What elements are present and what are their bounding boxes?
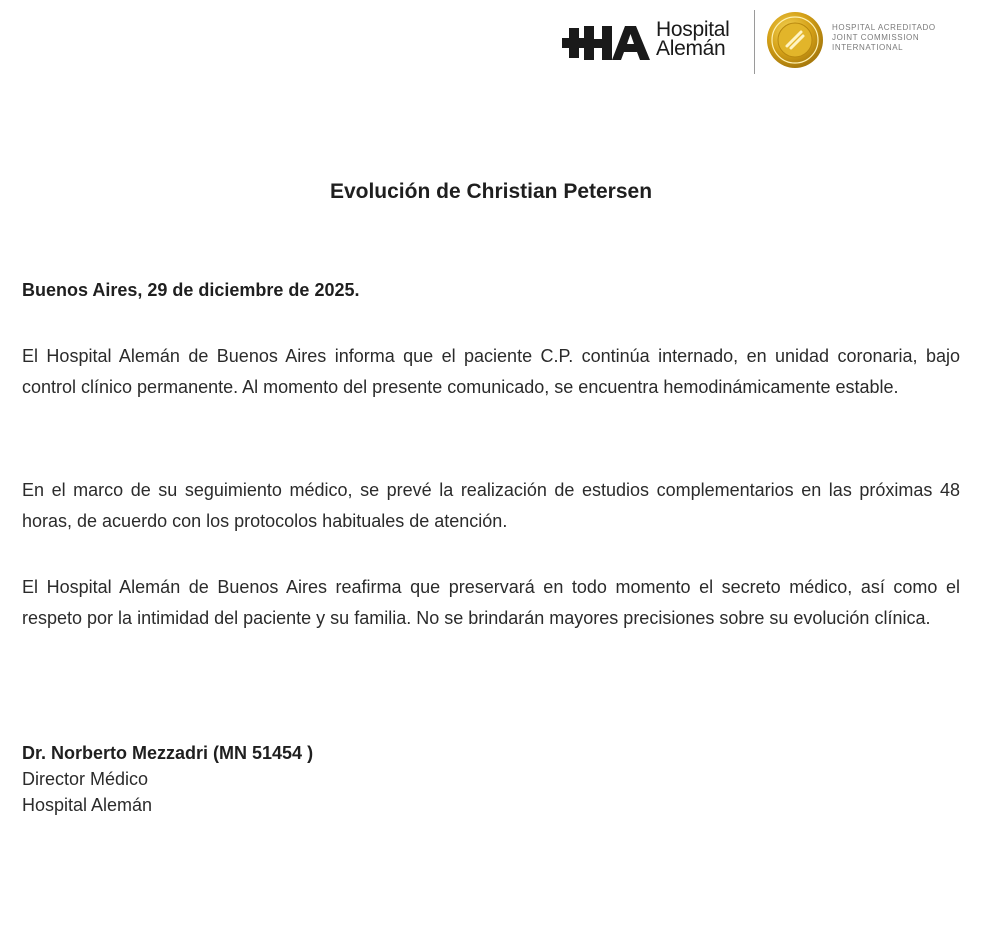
hospital-name-line1: Hospital (656, 18, 730, 41)
signature-block (22, 740, 313, 818)
document-title: Evolución de Christian Petersen (329, 180, 653, 203)
accreditation-line1: HOSPITAL ACREDITADO (832, 23, 936, 32)
accreditation-line2: JOINT COMMISSION (832, 33, 920, 42)
header-divider (754, 10, 755, 74)
signatory-role: Director Médico (22, 769, 149, 789)
accreditation-text (832, 23, 936, 53)
signatory-institution: Hospital Alemán (22, 795, 153, 815)
letterhead (562, 10, 972, 74)
paragraph-1: El Hospital Alemán de Buenos Aires informa que el paciente C.P. continúa internado, en unidad coronaria, bajo control clínico permanente. Al momento del presente comunicado, se encuentra hemodinámicamente estable. (22, 346, 960, 397)
dateline: Buenos Aires, 29 de diciembre de 2025. (22, 280, 360, 300)
hospital-aleman-logo-icon (562, 24, 658, 64)
paragraph-2: En el marco de su seguimiento médico, se prevé la realización de estudios complementarios en las próximas 48 horas, de acuerdo con los protocolos habituales de atención. (22, 480, 960, 531)
signatory-name: Dr. Norberto Mezzadri (MN 51454 ) (22, 743, 314, 763)
hospital-name-line2: Alemán (656, 37, 726, 60)
accreditation-line3: INTERNATIONAL (832, 43, 904, 52)
joint-commission-seal-icon (765, 10, 825, 70)
paragraph-3: El Hospital Alemán de Buenos Aires reafirma que preservará en todo momento el secreto médico, así como el respeto por la intimidad del paciente y su familia. No se brindarán mayores precisiones sobre su evolución clínica. (22, 577, 960, 628)
hospital-name (656, 20, 729, 58)
